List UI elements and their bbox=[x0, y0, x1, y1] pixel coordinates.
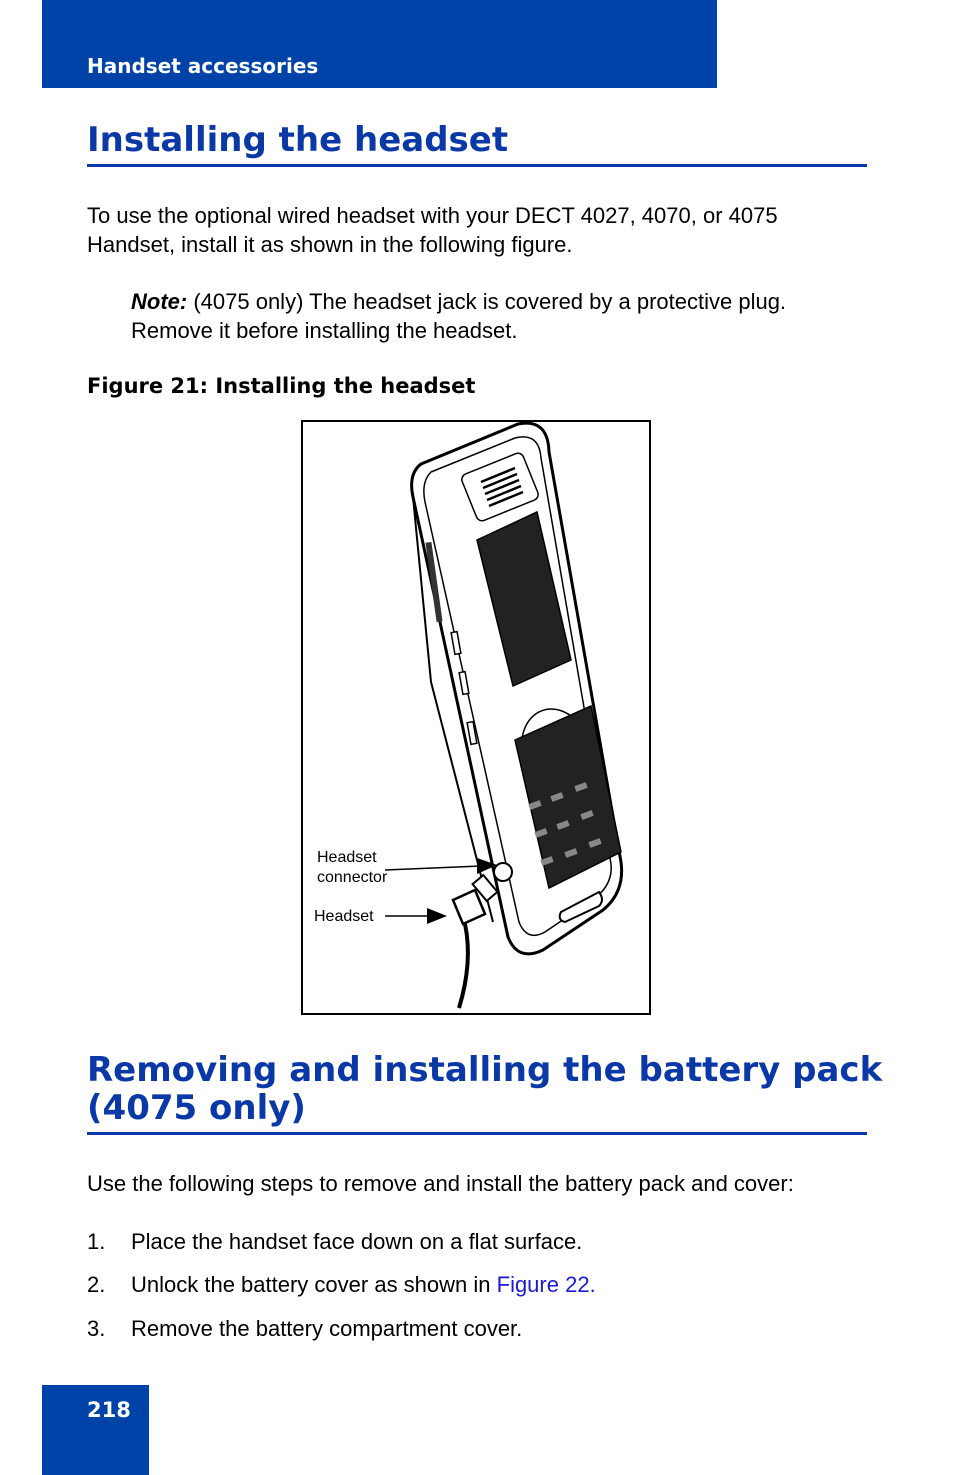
headset-label: Headset bbox=[314, 908, 374, 925]
headset-figure bbox=[301, 420, 651, 1015]
list-text: Unlock the battery cover as shown in bbox=[131, 1272, 497, 1297]
battery-intro-paragraph: Use the following steps to remove and install the battery pack and cover: bbox=[87, 1171, 794, 1196]
section-rule bbox=[87, 164, 867, 167]
list-item bbox=[87, 1314, 522, 1343]
section-rule bbox=[87, 1132, 867, 1135]
list-number: 1. bbox=[87, 1229, 106, 1254]
note-paragraph bbox=[131, 287, 871, 345]
page-number: 218 bbox=[87, 1398, 131, 1422]
list-item bbox=[87, 1227, 582, 1256]
intro-paragraph: To use the optional wired headset with your DECT 4027, 4070, or 4075 Handset, install it as shown in the following figure. bbox=[87, 203, 778, 257]
list-text: Remove the battery compartment cover. bbox=[131, 1316, 523, 1341]
list-item bbox=[87, 1270, 596, 1299]
figure-caption: Figure 21: Installing the headset bbox=[87, 374, 476, 398]
header-section-title: Handset accessories bbox=[87, 54, 319, 78]
section-title-battery-line1: Removing and installing the battery pack bbox=[87, 1050, 883, 1090]
list-number: 2. bbox=[87, 1272, 106, 1297]
headset-connector-label-line2: connector bbox=[317, 869, 388, 886]
note-text: (4075 only) The headset jack is covered by a protective plug. Remove it before installing the headset. bbox=[131, 289, 787, 343]
list-text: Place the handset face down on a flat surface. bbox=[131, 1229, 583, 1254]
section-title-battery-line2: (4075 only) bbox=[87, 1088, 306, 1128]
section-title-installing-headset: Installing the headset bbox=[87, 120, 509, 160]
headset-connector-label-line1: Headset bbox=[317, 849, 377, 866]
list-number: 3. bbox=[87, 1316, 106, 1341]
note-label: Note: bbox=[131, 289, 188, 314]
figure-22-link[interactable]: Figure 22. bbox=[496, 1272, 596, 1297]
